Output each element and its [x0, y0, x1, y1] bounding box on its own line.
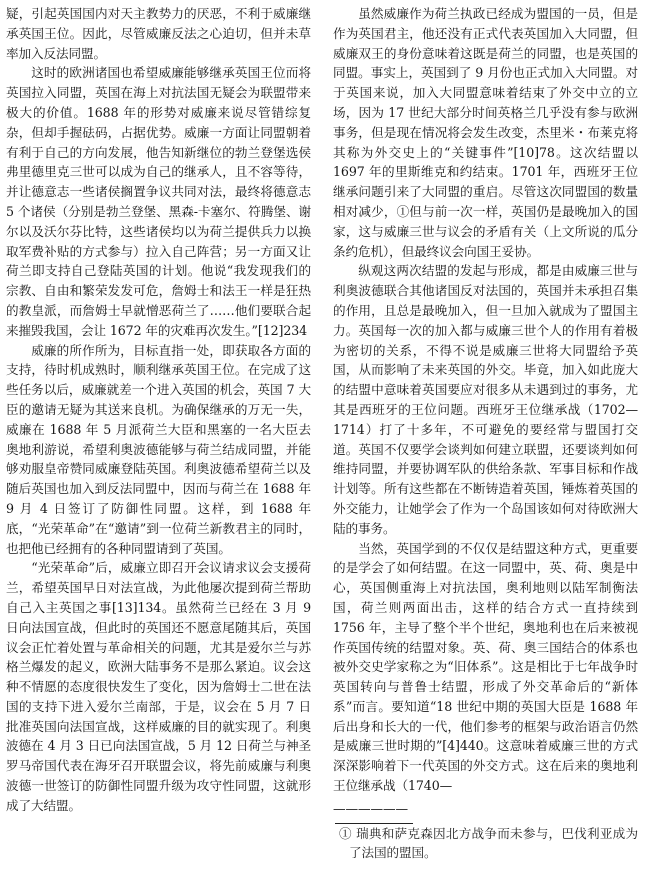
paragraph: 疑，引起英国国内对天主教势力的厌恶，不利于威廉继承英国王位。因此，尽管威廉反法之心迫切，但并未草率加入反法同盟。 [6, 6, 311, 61]
paragraph: “光荣革命”后，威廉立即召开会议请求议会支援荷兰，希望英国早日对法宣战，为此他屡次提到荷兰帮助自己入主英国之事[13]134。虽然荷兰已经在 3 月 9 日向法国宣战，但此时的英国还不愿意尾随其后，英国议会正忙着处置与革命相关的问题，尤其是爱尔兰与苏格兰爆发的起义，欧洲大陆事务不是那么紧迫。议会这种不情愿的态度很快发生了变化，因为詹姆士二世在法国的支持下进入爱尔兰南部，于是，议会在 5 月 7 日批准英国向法国宣战，这样威廉的目的就实现了。利奥波德在 4 月 3 日已向法国宣战，5 月 12 日荷兰与神圣罗马帝国代表在海牙召开联盟会议，将先前威廉与利奥波德一世签订的防御性同盟升级为攻守性同盟，这就形成了大结盟。 [6, 560, 311, 813]
right-column [333, 4, 638, 879]
footnote: ① 瑞典和萨克森因北方战争而未参与，巴伐利亚成为了法国的盟国。 [339, 825, 638, 861]
paragraph: 虽然威廉作为荷兰执政已经成为盟国的一员，但是作为英国君主，他还没有正式代表英国加入大同盟，但威廉双王的身份意味着这既是荷兰的同盟，也是英国的同盟。事实上，英国到了 9 月份也正式加入大同盟。对于英国来说，加入大同盟意味着结束了外交中立的立场，因为 17 世纪大部分时间英格兰几乎没有参与欧洲事务，但是现在情况将会发生改变，杰里米・布莱克将其称为外交史上的“关键事件”[10]78。这次结盟以 1697 年的里斯维克和约结束。1701 年，西班牙王位继承问题引来了大同盟的重启。尽管这次同盟国的数量相对减少，①但与前一次一样，英国仍是最晚加入的国家，这与威廉三世与议会的矛盾有关（上文所说的瓜分条约危机），但最终议会向国王妥协。 [333, 6, 638, 259]
paragraph: 纵观这两次结盟的发起与形成，都是由威廉三世与利奥波德联合其他诸国反对法国的，英国并未承担召集的作用，且总是最晚加入，但一旦加入就成为了盟国主力。英国每一次的加入都与威廉三世个人的作用有着极为密切的关系，不得不说是威廉三世将大同盟给予英国，从而影响了未来英国的外交。毕竟，加入如此庞大的结盟中意味着英国要应对很多从未遇到过的事务，尤其是西班牙的王位问题。西班牙王位继承战（1702—1714）打了十多年，不可避免的要经常与盟国打交道。英国不仅要学会谈判如何建立联盟，还要谈判如何维持同盟，并要协调军队的供给条款、军事目标和作战计划等。所有这些都在不断铸造着英国，锤炼着英国的外交能力，让她学会了作为一个岛国该如何对待欧洲大陆的事务。 [333, 263, 638, 536]
left-column [6, 4, 311, 879]
paragraph: 威廉的所作所为，目标直指一处，即获取各方面的支持，待时机成熟时，顺利继承英国王位。在完成了这些任务以后，威廉就差一个进入英国的机会，英国 7 大臣的邀请无疑为其送来良机。为确保继承的万无一失，威廉在 1688 年 5 月派荷兰大臣和黑塞的一名大臣去奥地利游说，希望利奥波德能够与荷兰结成同盟，并能够劝服皇帝赞同威廉登陆英国。利奥波德希望荷兰以及随后英国也加入到反法同盟中，因而与荷兰在 1688 年 9 月 4 日签订了防御性同盟。这样，到 1688 年底，“光荣革命”在“邀请”到一位荷兰新教君主的同时，也把他已经拥有的各种同盟请到了英国。 [6, 342, 311, 556]
continuation-dash: —————— [333, 800, 408, 816]
paragraph: 这时的欧洲诸国也希望威廉能够继承英国王位而将英国拉入同盟，英国在海上对抗法国无疑会为联盟带来极大的价值。1688 年的形势对威廉来说尽管错综复杂，但却手握砝码，占据优势。威廉一方面让同盟朝着有利于自己的方向发展，他告知新继位的勃兰登堡选侯弗里德里克三世可以成为自己的继承人，且不容等待，并让德意志一些诸侯搁置争议共同对法，最终将德意志 5 个诸侯（分别是勃兰登堡、黑森-卡塞尔、符腾堡、谢尔以及沃尔芬比特，这些诸侯均以为荷兰提供兵力以换取军费补贴的方式参与）拉入自己阵营；另一方面又让荷兰即支持自己登陆英国的计划。他说“我发现我们的宗教、自由和繁荣发发可危，詹姆士和法王一样是狂热的教皇派，而詹姆士早就憎恶荷兰了……他们要联合起来摧毁我国，会让 1672 年的灾难再次发生。”[12]234 [6, 65, 311, 338]
paragraph: 当然，英国学到的不仅仅是结盟这种方式，更重要的是学会了如何结盟。在这一同盟中，英、荷、奥是中心，英国侧重海上对抗法国，奥利地则以陆军制衡法国，荷兰则两面出击，这样的结合方式一直持续到 1756 年，主导了整个半个世纪，奥地利也在后来被视作英国传统的结盟对象。英、荷、奥三国结合的体系也被外交史学家称之为“旧体系”。这是相比于七年战争时英国转向与普鲁士结盟，形成了外交革命后的“新体系”而言。要知道“18 世纪中期的英国大臣是 1688 年后出身和长大的一代，他们参考的框架与政治语言仍然是威廉三世时期的”[4]440。这意味着威廉三世的方式深深影响着下一代英国的外交方式。这在后来的奥地利王位继承战（1740— [333, 540, 638, 794]
